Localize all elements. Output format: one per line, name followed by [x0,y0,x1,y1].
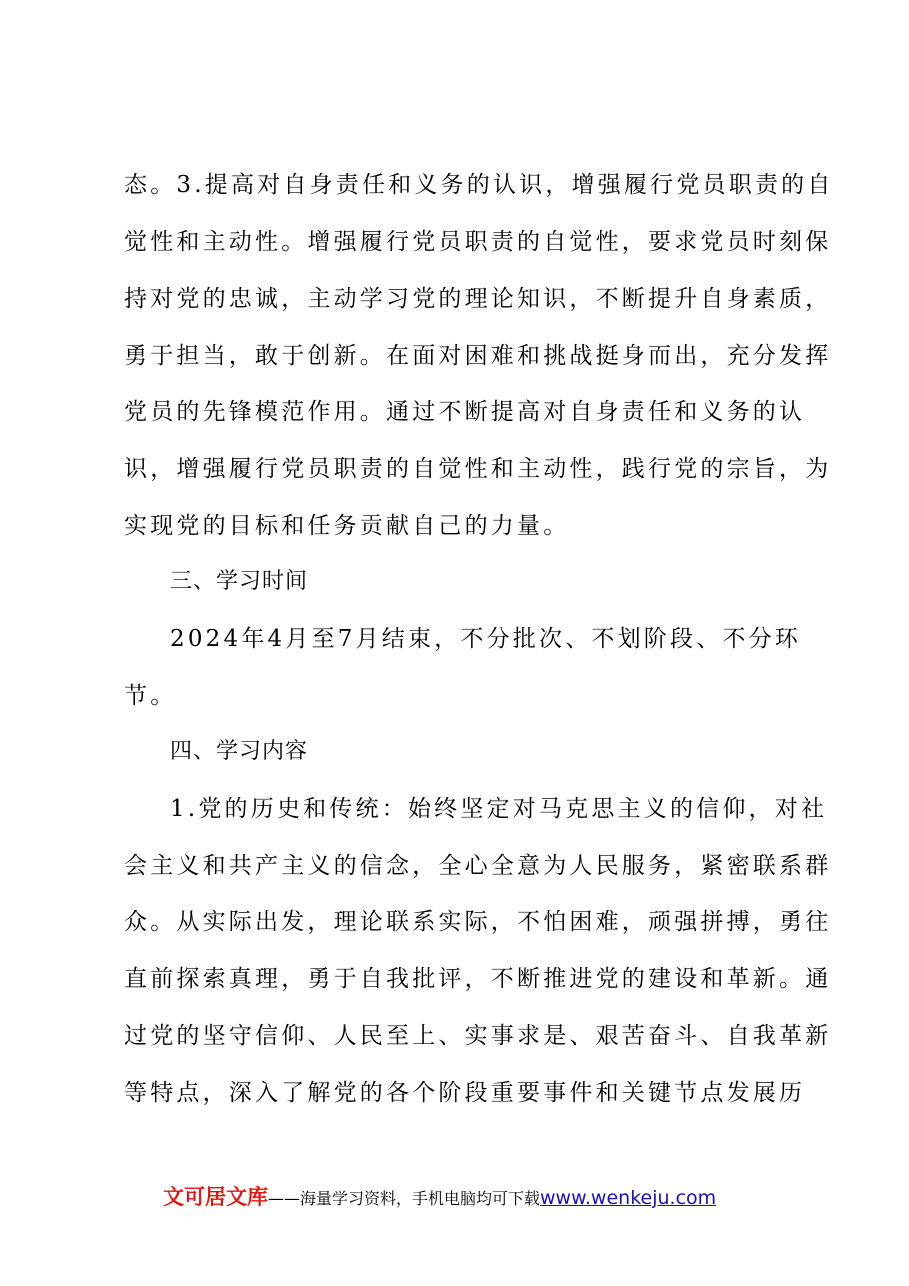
body-line: 会主义和共产主义的信念，全心全意为人民服务，紧密联系群 [124,853,832,879]
body-line: 持对党的忠诚，主动学习党的理论知识，不断提升自身素质， [124,286,832,312]
body-line: 节。 [124,683,177,709]
body-line: 识，增强履行党员职责的自觉性和主动性，践行党的宗旨，为 [124,456,832,482]
body-line: 直前探索真理，勇于自我批评，不断推进党的建设和革新。通 [124,966,832,992]
footer-website-link[interactable]: www.wenkeju.com [540,1187,717,1209]
body-line: 勇于担当，敢于创新。在面对困难和挑战挺身而出，充分发挥 [124,343,832,369]
body-line: 等特点，深入了解党的各个阶段重要事件和关键节点发展历 [124,1080,806,1106]
body-line: 觉性和主动性。增强履行党员职责的自觉性，要求党员时刻保 [124,229,832,255]
body-line: 2024年4月至7月结束，不分批次、不划阶段、不分环 [170,626,801,652]
body-line: 党员的先锋模范作用。通过不断提高对自身责任和义务的认 [124,399,806,425]
footer-banner [163,1183,716,1211]
body-line: 过党的坚守信仰、人民至上、实事求是、艰苦奋斗、自我革新 [124,1023,832,1049]
footer-tagline: ——海量学习资料，手机电脑均可下载 [268,1189,541,1208]
body-line: 1.党的历史和传统：始终坚定对马克思主义的信仰，对社 [170,796,828,822]
footer-brand: 文可居文库 [163,1185,268,1209]
body-line: 实现党的目标和任务贡献自己的力量。 [124,513,570,539]
body-line: 态。3.提高对自身责任和义务的认识，增强履行党员职责的自 [124,172,834,198]
section-heading-study-content: 四、学习内容 [170,739,309,764]
section-heading-study-time: 三、学习时间 [170,569,309,594]
body-line: 众。从实际出发，理论联系实际，不怕困难，顽强拼搏，勇往 [124,909,832,935]
